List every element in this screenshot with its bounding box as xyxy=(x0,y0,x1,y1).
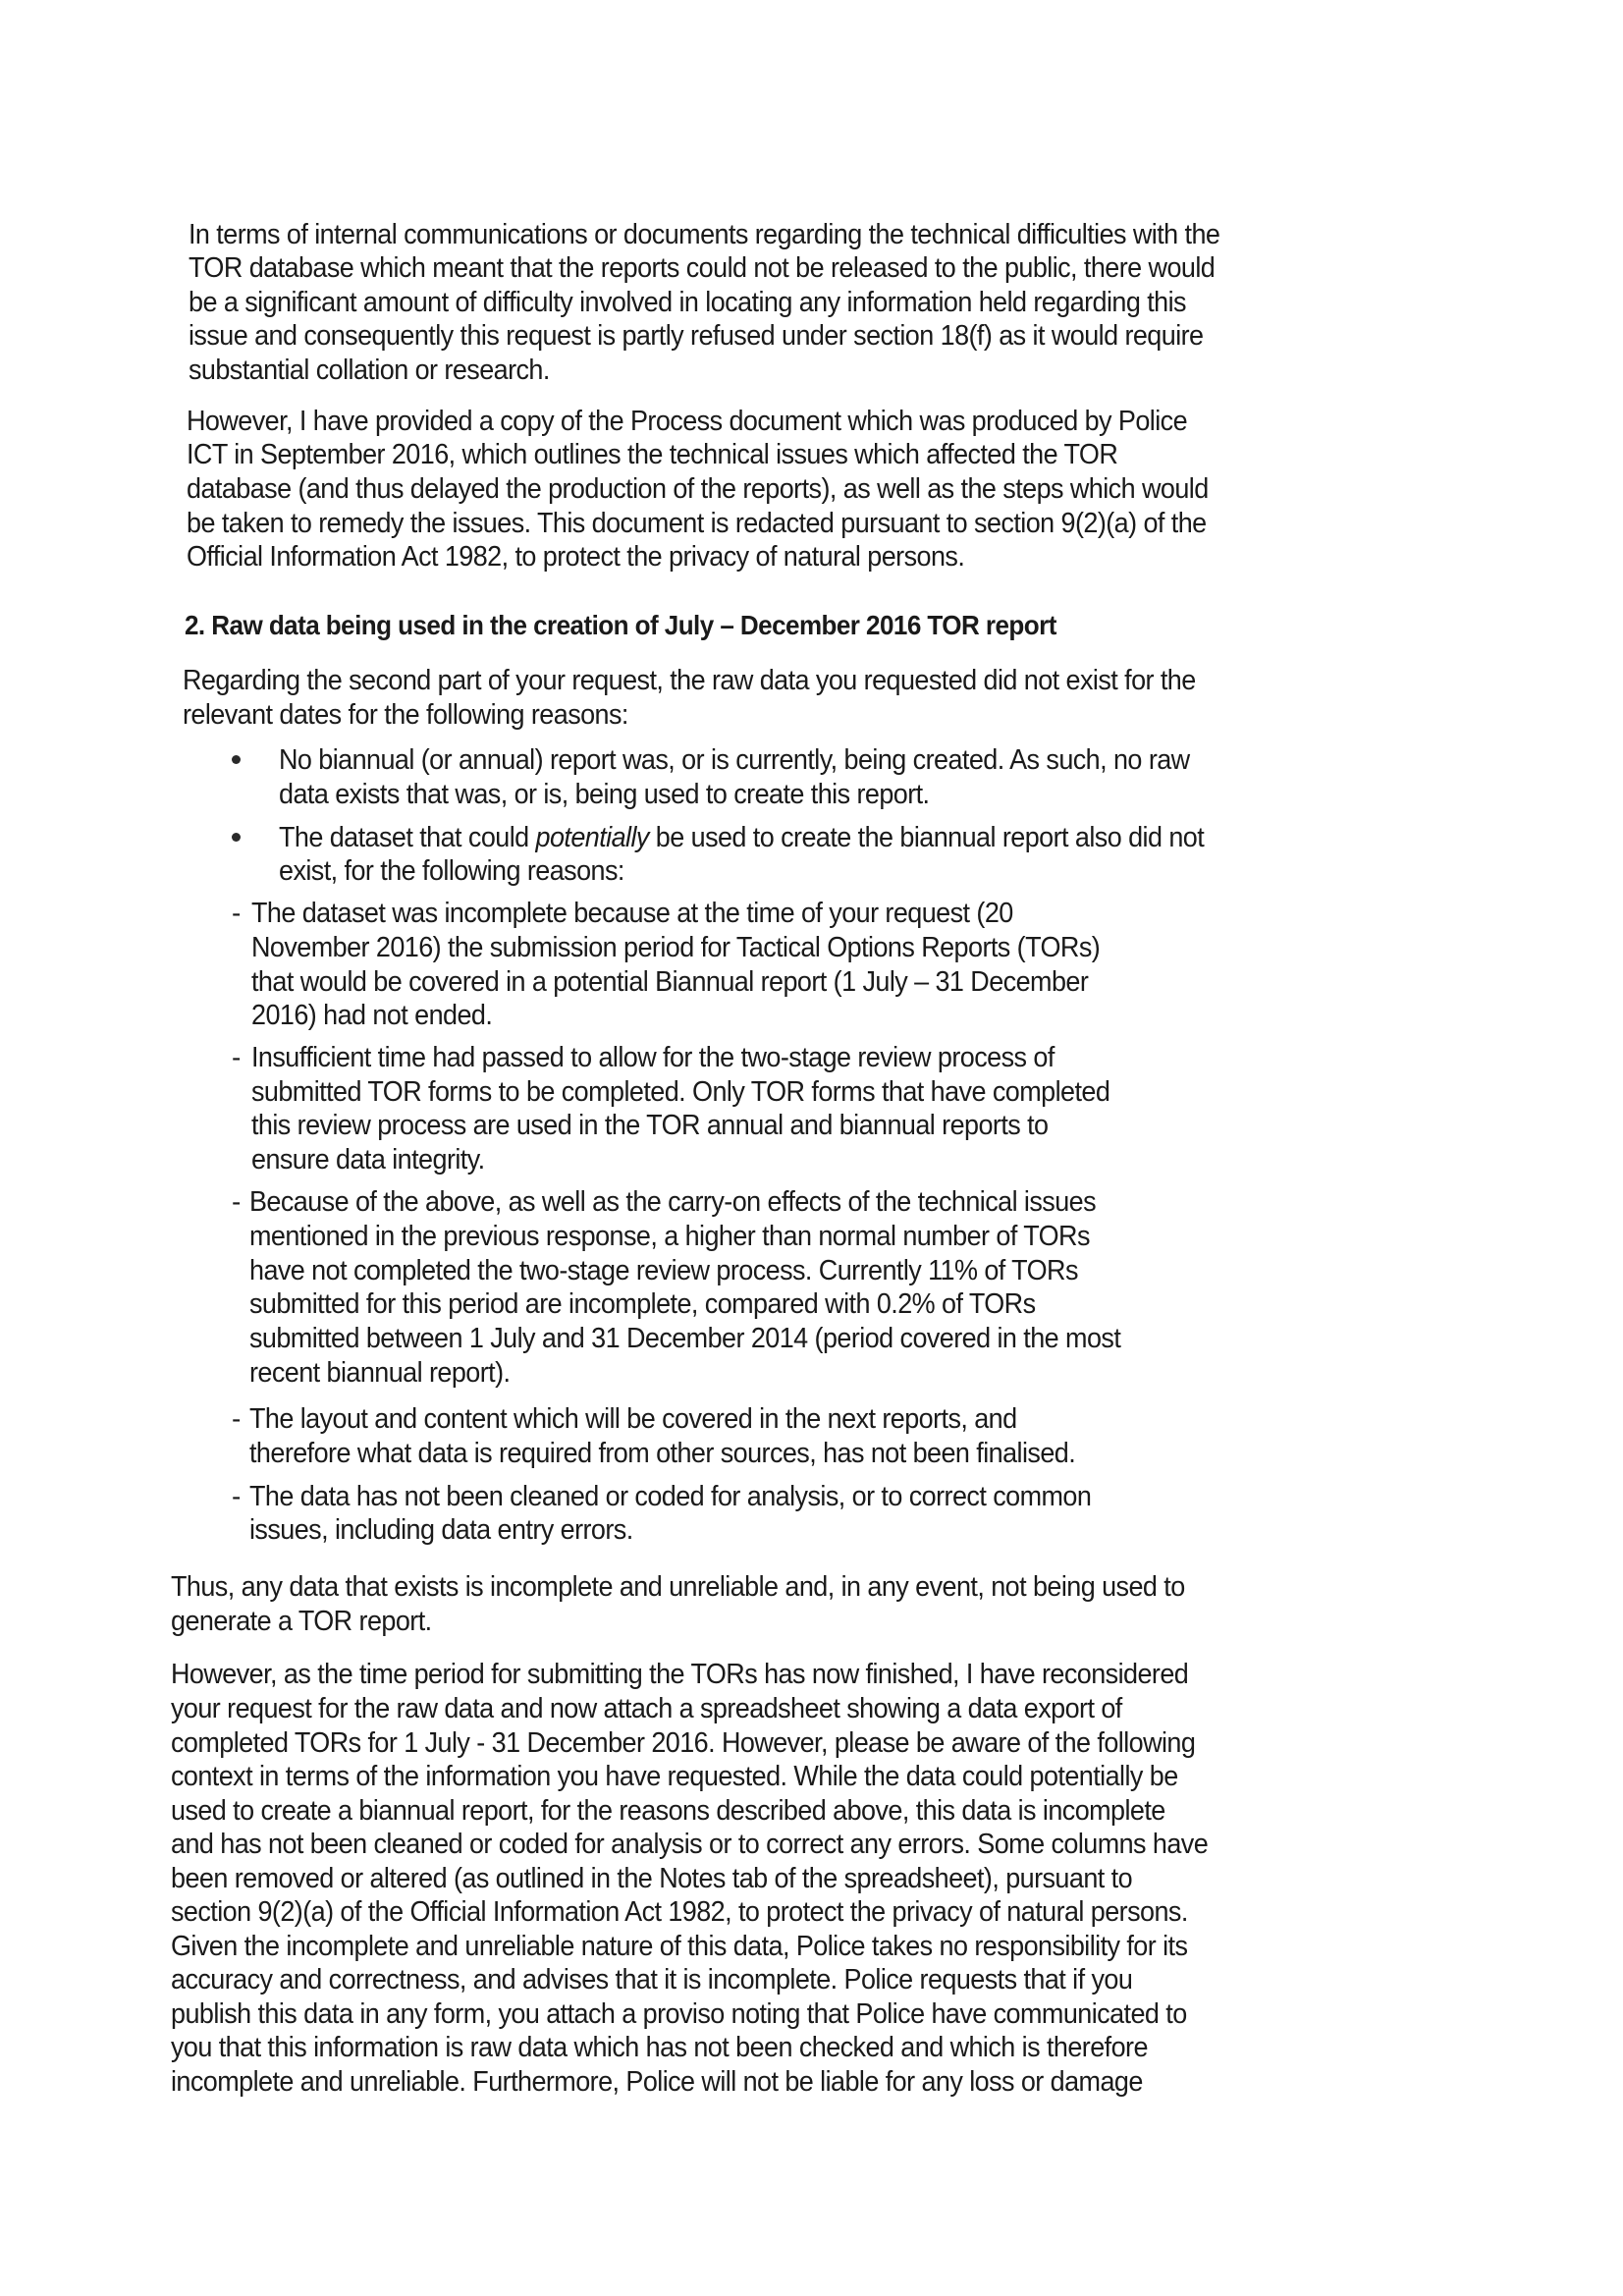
text-line: Insufficient time had passed to allow for the two-stage review process of xyxy=(251,1042,1055,1073)
text-line: completed TORs for 1 July - 31 December 2016. However, please be aware of the following xyxy=(171,1727,1196,1759)
text-line: context in terms of the information you have requested. While the data could potentially be xyxy=(171,1761,1178,1792)
dash-marker: - xyxy=(232,1481,242,1511)
text-line: generate a TOR report. xyxy=(171,1606,432,1637)
text-line: mentioned in the previous response, a higher than normal number of TORs xyxy=(249,1221,1090,1252)
dash-marker: - xyxy=(232,1403,242,1434)
text-segment: be used to create the biannual report also did not xyxy=(648,822,1205,853)
text-line: recent biannual report). xyxy=(249,1357,511,1389)
text-line: Because of the above, as well as the carry-on effects of the technical issues xyxy=(249,1186,1097,1218)
text-line: and has not been cleaned or coded for analysis or to correct any errors. Some columns have xyxy=(171,1829,1209,1860)
text-line: database (and thus delayed the production of the reports), as well as the steps which would xyxy=(187,473,1209,505)
text-line: submitted TOR forms to be completed. Only TOR forms that have completed xyxy=(251,1076,1110,1108)
text-line: However, as the time period for submitting the TORs has now finished, I have reconsidered xyxy=(171,1659,1189,1690)
text-line: Given the incomplete and unreliable nature of this data, Police takes no responsibility for its xyxy=(171,1931,1188,1962)
text-line: data exists that was, or is, being used to create this report. xyxy=(279,779,930,810)
text-line: The dataset was incomplete because at the time of your request (20 xyxy=(251,898,1013,929)
text-line: have not completed the two-stage review process. Currently 11% of TORs xyxy=(249,1255,1078,1286)
text-line: Official Information Act 1982, to protect the privacy of natural persons. xyxy=(187,541,965,573)
text-line: accuracy and correctness, and advises that it is incomplete. Police requests that if you xyxy=(171,1964,1133,1995)
text-line: The data has not been cleaned or coded for analysis, or to correct common xyxy=(249,1481,1092,1512)
text-line: submitted for this period are incomplete, compared with 0.2% of TORs xyxy=(249,1288,1036,1320)
text-line xyxy=(279,821,1204,854)
text-line: ensure data integrity. xyxy=(251,1144,485,1175)
bullet-icon xyxy=(232,833,241,842)
dash-marker: - xyxy=(232,1186,242,1217)
text-line: November 2016) the submission period for Tactical Options Reports (TORs) xyxy=(251,932,1101,963)
text-line: you that this information is raw data which has not been checked and which is therefore xyxy=(171,2032,1148,2063)
text-line: In terms of internal communications or documents regarding the technical difficulties with the xyxy=(189,219,1220,250)
text-line: exist, for the following reasons: xyxy=(279,855,624,887)
text-line: ICT in September 2016, which outlines the technical issues which affected the TOR xyxy=(187,439,1118,470)
text-line: relevant dates for the following reasons: xyxy=(183,699,628,731)
text-line: been removed or altered (as outlined in the Notes tab of the spreadsheet), pursuant to xyxy=(171,1863,1133,1894)
text-line: therefore what data is required from other sources, has not been finalised. xyxy=(249,1438,1076,1469)
text-line: No biannual (or annual) report was, or is currently, being created. As such, no raw xyxy=(279,744,1190,776)
text-line: your request for the raw data and now attach a spreadsheet showing a data export of xyxy=(171,1693,1122,1724)
text-line: be taken to remedy the issues. This document is redacted pursuant to section 9(2)(a) of the xyxy=(187,508,1207,539)
text-line: TOR database which meant that the reports could not be released to the public, there would xyxy=(189,252,1216,284)
text-line: Thus, any data that exists is incomplete and unreliable and, in any event, not being used to xyxy=(171,1571,1185,1603)
text-line: section 9(2)(a) of the Official Information Act 1982, to protect the privacy of natural persons. xyxy=(171,1896,1188,1928)
section-heading: 2. Raw data being used in the creation of July – December 2016 TOR report xyxy=(185,610,1056,640)
text-line: publish this data in any form, you attach a proviso noting that Police have communicated to xyxy=(171,1998,1187,2030)
text-line: Regarding the second part of your request, the raw data you requested did not exist for the xyxy=(183,665,1196,696)
text-line: submitted between 1 July and 31 December 2014 (period covered in the most xyxy=(249,1323,1121,1354)
text-line: used to create a biannual report, for the reasons described above, this data is incomplete xyxy=(171,1795,1165,1827)
text-line: 2016) had not ended. xyxy=(251,1000,493,1031)
text-line: substantial collation or research. xyxy=(189,355,550,386)
text-line: issue and consequently this request is partly refused under section 18(f) as it would require xyxy=(189,320,1204,352)
text-segment: The dataset that could xyxy=(279,822,536,853)
text-line: that would be covered in a potential Biannual report (1 July – 31 December xyxy=(251,966,1089,998)
bullet-icon xyxy=(232,755,241,764)
dash-marker: - xyxy=(232,1042,242,1072)
text-line: However, I have provided a copy of the Process document which was produced by Police xyxy=(187,406,1188,437)
text-line: The layout and content which will be covered in the next reports, and xyxy=(249,1403,1017,1435)
emphasized-text: potentially xyxy=(535,822,649,853)
text-line: incomplete and unreliable. Furthermore, Police will not be liable for any loss or damage xyxy=(171,2066,1143,2098)
text-line: issues, including data entry errors. xyxy=(249,1514,633,1546)
text-line: be a significant amount of difficulty involved in locating any information held regarding this xyxy=(189,287,1186,318)
text-line: this review process are used in the TOR annual and biannual reports to xyxy=(251,1110,1049,1141)
dash-marker: - xyxy=(232,898,242,928)
